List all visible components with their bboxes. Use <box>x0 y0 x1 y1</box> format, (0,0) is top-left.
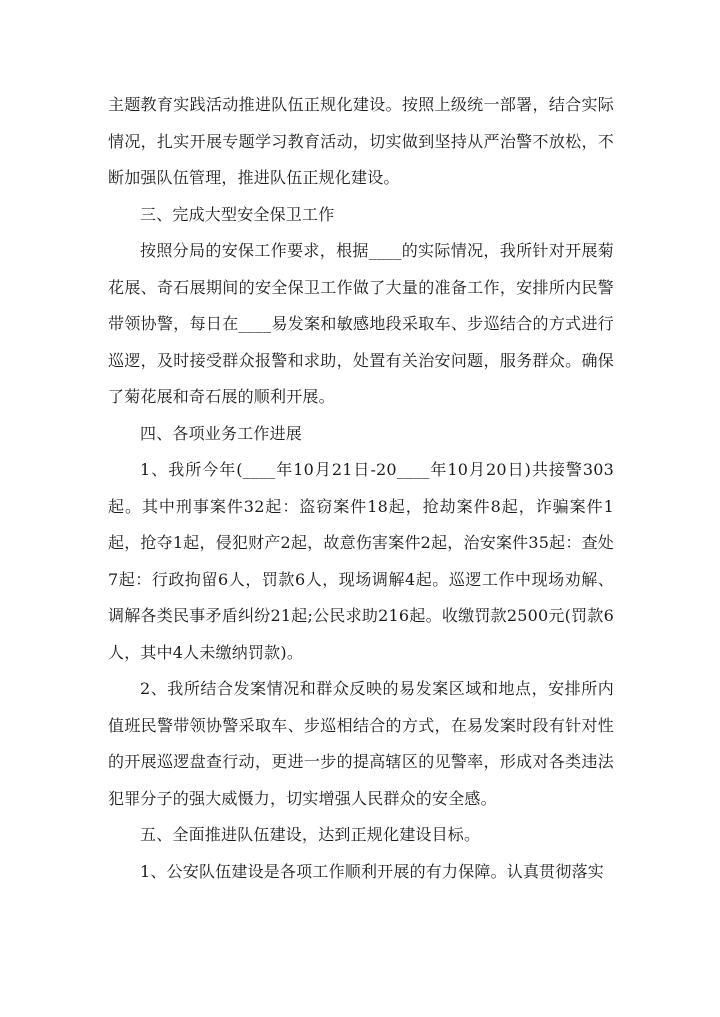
heading-security-work: 三、完成大型安全保卫工作 <box>140 204 335 224</box>
heading-business-progress: 四、各项业务工作进展 <box>140 423 303 443</box>
heading-team-building: 五、全面推进队伍建设，达到正规化建设目标。 <box>140 825 481 844</box>
document-body <box>108 87 614 890</box>
paragraph-team-building-start: 1、公安队伍建设是各项工作顺利开展的有力保障。认真贯彻落实 <box>140 861 604 881</box>
paragraph-case-statistics: 1、我所今年(____年10月21日-20____年10月20日)共接警303起。其中刑事案件32起：盗窃案件18起，抢劫案件8起，诈骗案件1起，抢夺1起，侵犯财产2起，故意伤害案件2起，治安案件35起：查处7起：行政拘留6人，罚款6人，现场调解4起。巡逻工作中现场劝解、调解各类民事矛盾纠纷21起;公民求助216起。收缴罚款2500元(罚款6人，其中4人未缴纳罚款)。 <box>108 460 614 662</box>
paragraph-security-work: 按照分局的安保工作要求，根据____的实际情况，我所针对开展菊花展、奇石展期间的安全保卫工作做了大量的准备工作，安排所内民警带领协警，每日在____易发案和敏感地段采取车、步巡结合的方式进行巡逻，及时接受群众报警和求助，处置有关治安问题，服务群众。确保了菊花展和奇石展的顺利开展。 <box>108 241 614 406</box>
paragraph-team-building-continued: 主题教育实践活动推进队伍正规化建设。按照上级统一部署，结合实际情况，扎实开展专题学习教育活动，切实做到坚持从严治警不放松，不断加强队伍管理，推进队伍正规化建设。 <box>108 95 614 187</box>
paragraph-patrol-measures: 2、我所结合发案情况和群众反映的易发案区域和地点，安排所内值班民警带领协警采取车、步巡相结合的方式，在易发案时段有针对性的开展巡逻盘查行动，更进一步的提高辖区的见警率，形成对各类违法犯罪分子的强大威慑力，切实增强人民群众的安全感。 <box>108 679 614 808</box>
